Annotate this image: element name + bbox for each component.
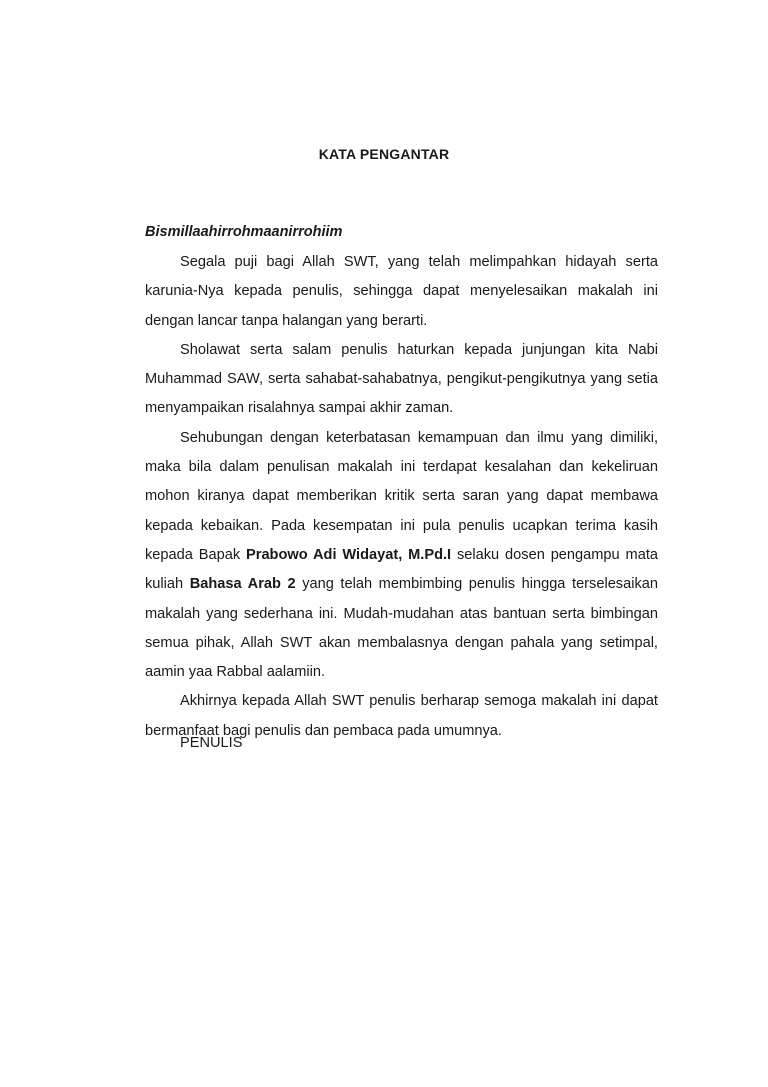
acknowledgement-text-2: selaku dosen pengampu mata kuliah [145, 546, 658, 593]
lecturer-name: Prabowo Adi Widayat, M.Pd.I [246, 546, 452, 563]
acknowledgement-text-3: yang telah membimbing penulis hingga terselesaikan makalah yang sederhana ini. Mudah-mudahan atas bantuan serta bimbingan semua pihak, Allah SWT akan membalasnya dengan pahala yang setimpal, aamin yaa Rabbal aalamiin. [145, 576, 658, 681]
paragraph-closing: Akhirnya kepada Allah SWT penulis berharap semoga makalah ini dapat bermanfaat bagi penulis dan pembaca pada umumnya. [145, 693, 658, 739]
paragraph-praise: Segala puji bagi Allah SWT, yang telah melimpahkan hidayah serta karunia-Nya kepada penulis, sehingga dapat menyelesaikan makalah ini dengan lancar tanpa halangan yang berarti. [145, 254, 658, 329]
signature: PENULIS [180, 735, 243, 751]
acknowledgement-text-1: Sehubungan dengan keterbatasan kemampuan dan ilmu yang dimiliki, maka bila dalam penulisan makalah ini terdapat kesalahan dan kekeliruan mohon kiranya dapat memberikan kritik serta saran yang dapat membawa kepada kebaikan. Pada kesempatan ini pula penulis ucapkan terima kasih kepada Bapak [145, 429, 658, 563]
course-name: Bahasa Arab 2 [189, 576, 296, 593]
salutation: Bismillaahirrohmaanirrohiim [145, 224, 343, 240]
paragraph-sholawat: Sholawat serta salam penulis haturkan kepada junjungan kita Nabi Muhammad SAW, serta sahabat-sahabatnya, pengikut-pengikutnya yang setia menyampaikan risalahnya sampai akhir zaman. [145, 341, 658, 417]
page-title: KATA PENGANTAR [318, 146, 450, 162]
paragraph-acknowledgement [145, 424, 658, 688]
body-text [145, 248, 658, 746]
